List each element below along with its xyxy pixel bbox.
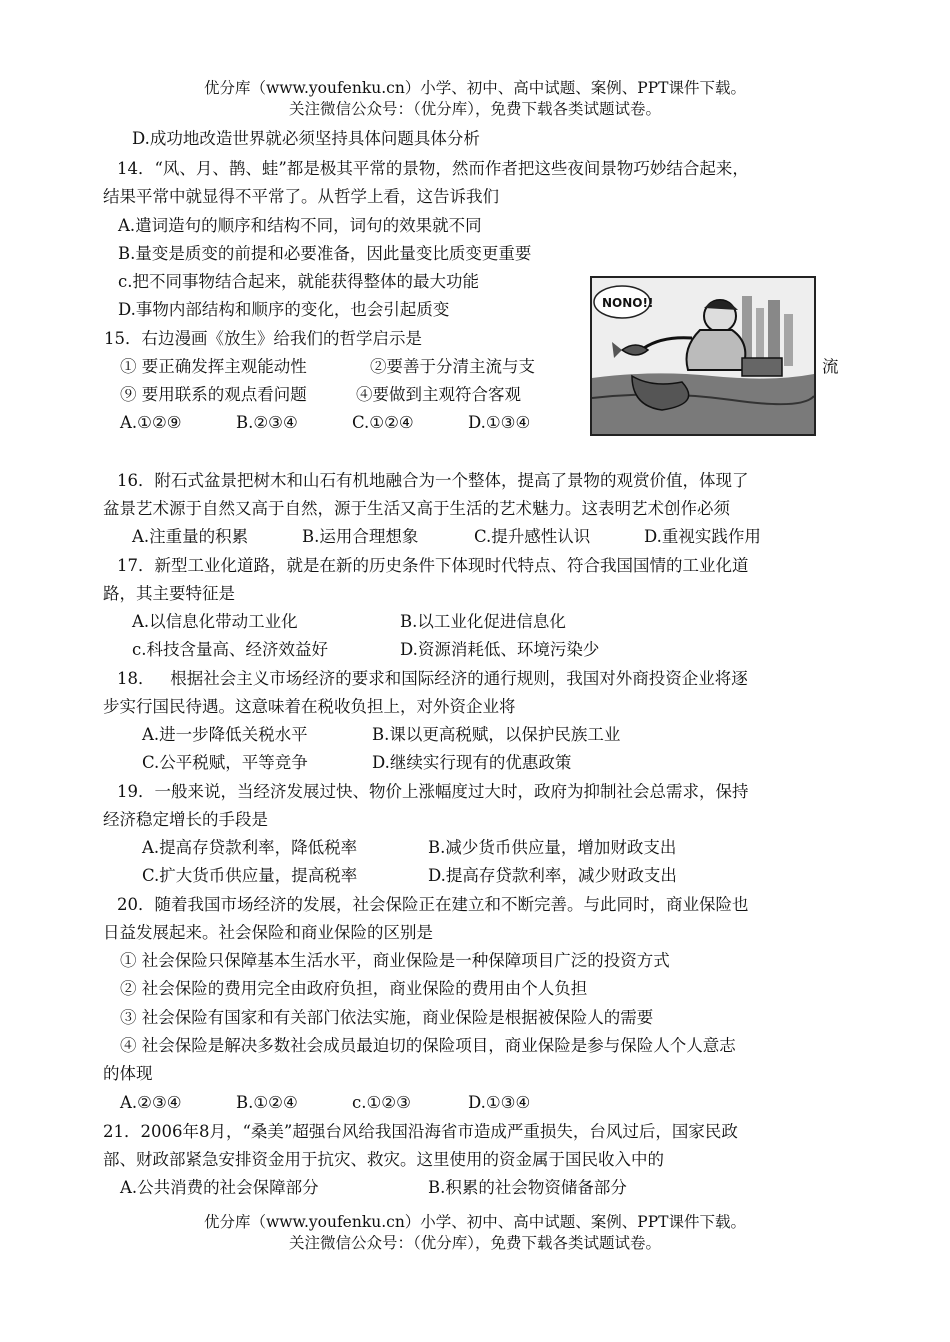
q21-stem-line2: 部、财政部紧急安排资金用于抗灾、救灾。这里使用的资金属于国民收入中的	[103, 1150, 664, 1169]
q18-stem-line1: 18． 根据社会主义市场经济的要求和国际经济的通行规则，我国对外商投资企业将逐	[117, 669, 748, 688]
q17-stem-line2: 路，其主要特征是	[103, 584, 235, 603]
q14-option-a: A.遣词造句的顺序和结构不同，词句的效果就不同	[118, 216, 482, 235]
q20-item-2: ② 社会保险的费用完全由政府负担，商业保险的费用由个人负担	[120, 979, 588, 998]
q19-option-c: C.扩大货币供应量，提高税率	[142, 866, 358, 885]
page-header-line1: 优分库（www.youfenku.cn）小学、初中、高中试题、案例、PPT课件下载。	[203, 79, 747, 97]
q14-stem-line1: 14．“风、月、鹊、蛙”都是极其平常的景物，然而作者把这些夜间景物巧妙结合起来，	[117, 159, 749, 178]
page-footer-line2: 关注微信公众号：（优分库），免费下载各类试题试卷。	[288, 1234, 661, 1252]
q20-item-1: ① 社会保险只保障基本生活水平，商业保险是一种保障项目广泛的投资方式	[120, 951, 670, 970]
q15-option-c: C.①②④	[352, 413, 414, 432]
q17-stem-line1: 17．新型工业化道路，就是在新的历史条件下体现时代特点、符合我国国情的工业化道	[117, 556, 749, 575]
q16-stem-line2: 盆景艺术源于自然又高于自然，源于生活又高于生活的艺术魅力。这表明艺术创作必须	[103, 499, 730, 518]
q16-options	[132, 525, 761, 549]
q15-item-2-tail: 流	[822, 357, 839, 376]
q19-stem-line2: 经济稳定增长的手段是	[103, 810, 268, 829]
q20-item-4-line1: ④ 社会保险是解决多数社会成员最迫切的保险项目，商业保险是参与保险人个人意志	[120, 1036, 736, 1055]
q20-stem-line2: 日益发展起来。社会保险和商业保险的区别是	[103, 923, 433, 942]
q20-option-a: A.②③④	[120, 1093, 182, 1112]
q20-item-4-line2: 的体现	[103, 1064, 153, 1083]
q19-option-a: A.提高存贷款利率，降低税率	[142, 838, 358, 857]
q15-item-2: ②要善于分清主流与支	[370, 357, 535, 376]
q21-stem-line1: 21．2006年8月，“桑美”超强台风给我国沿海省市造成严重损失，台风过后，国家民政	[103, 1122, 738, 1141]
q17-option-b: B.以工业化促进信息化	[400, 612, 566, 631]
q19-option-b: B.减少货币供应量，增加财政支出	[428, 838, 677, 857]
q20-item-3: ③ 社会保险有国家和有关部门依法实施，商业保险是根据被保险人的需要	[120, 1008, 654, 1027]
q16-option-a: A.注重量的积累	[132, 527, 249, 546]
page-footer-line1: 优分库（www.youfenku.cn）小学、初中、高中试题、案例、PPT课件下载。	[203, 1213, 747, 1231]
q21-option-a: A.公共消费的社会保障部分	[120, 1178, 319, 1197]
q16-option-c: C.提升感性认识	[474, 527, 591, 546]
q19-option-d: D.提高存贷款利率，减少财政支出	[428, 866, 677, 885]
q18-option-c: C.公平税赋，平等竞争	[142, 753, 308, 772]
q14-option-d: D.事物内部结构和顺序的变化，也会引起质变	[118, 300, 450, 319]
q18-option-b: B.课以更高税赋，以保护民族工业	[372, 725, 621, 744]
cartoon-image	[590, 276, 816, 436]
q17-option-d: D.资源消耗低、环境污染少	[400, 640, 600, 659]
q20-option-b: B.①②④	[236, 1093, 298, 1112]
q18-stem-line2: 步实行国民待遇。这意味着在税收负担上，对外资企业将	[103, 697, 516, 716]
q15-options	[120, 411, 530, 435]
q16-option-b: B.运用合理想象	[302, 527, 419, 546]
q19-stem-line1: 19．一般来说，当经济发展过快、物价上涨幅度过大时，政府为抑制社会总需求，保持	[117, 782, 749, 801]
cartoon-speech-text: NONO!!	[602, 296, 654, 310]
q14-stem-line2: 结果平常中就显得不平常了。从哲学上看，这告诉我们	[103, 187, 499, 206]
q14-option-c: c.把不同事物结合起来，就能获得整体的最大功能	[118, 272, 479, 291]
q15-option-d: D.①③④	[468, 413, 531, 432]
q15-item-3: ⑨ 要用联系的观点看问题	[120, 385, 307, 404]
q16-option-d: D.重视实践作用	[644, 527, 761, 546]
q18-option-d: D.继续实行现有的优惠政策	[372, 753, 572, 772]
q15-item-4: ④要做到主观符合客观	[356, 385, 521, 404]
q15-item-1: ① 要正确发挥主观能动性	[120, 357, 307, 376]
cartoon-drawing	[592, 278, 814, 434]
q21-option-b: B.积累的社会物资储备部分	[428, 1178, 627, 1197]
q20-option-c: c.①②③	[352, 1093, 411, 1112]
q16-stem-line1: 16．附石式盆景把树木和山石有机地融合为一个整体，提高了景物的观赏价值，体现了	[117, 471, 749, 490]
q13-option-d: D.成功地改造世界就必须坚持具体问题具体分析	[132, 129, 480, 148]
q15-option-a: A.①②⑨	[120, 413, 182, 432]
q17-option-a: A.以信息化带动工业化	[132, 612, 298, 631]
page-header-line2: 关注微信公众号：（优分库），免费下载各类试题试卷。	[288, 100, 661, 118]
q18-option-a: A.进一步降低关税水平	[142, 725, 308, 744]
q15-option-b: B.②③④	[236, 413, 298, 432]
q14-option-b: B.量变是质变的前提和必要准备，因此量变比质变更重要	[118, 244, 532, 263]
q20-options	[120, 1091, 530, 1115]
q20-option-d: D.①③④	[468, 1093, 531, 1112]
q15-stem: 15．右边漫画《放生》给我们的哲学启示是	[104, 329, 422, 348]
q17-option-c: c.科技含量高、经济效益好	[132, 640, 328, 659]
q20-stem-line1: 20．随着我国市场经济的发展，社会保险正在建立和不断完善。与此同时，商业保险也	[117, 895, 749, 914]
